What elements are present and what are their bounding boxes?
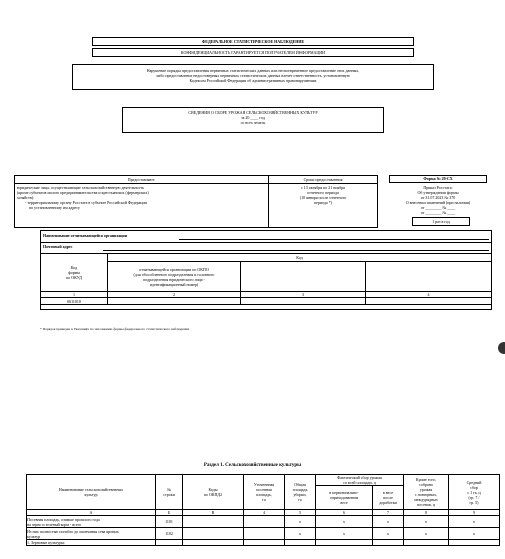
when-line: (10 января после отчетного bbox=[299, 195, 347, 200]
header-line: оприходованном bbox=[329, 495, 359, 500]
col-fact-header bbox=[316, 475, 404, 486]
when-line: с 13 октября по 21 ноября bbox=[301, 185, 345, 190]
header-line: в первоначально- bbox=[329, 490, 359, 495]
row-cell: x bbox=[285, 516, 316, 528]
header-line: площадь, bbox=[256, 492, 272, 497]
row-cell bbox=[244, 516, 285, 528]
row-cell bbox=[244, 540, 285, 546]
header-line: весе bbox=[340, 500, 348, 505]
row-number: 1102 bbox=[156, 528, 183, 540]
report-title-box bbox=[122, 107, 384, 133]
okud-line: по ОКУД bbox=[66, 275, 82, 280]
row-cell bbox=[183, 528, 244, 540]
frequency-text: 1 раз в год bbox=[432, 219, 450, 224]
col-after-header bbox=[373, 486, 404, 510]
col-number: 1 bbox=[41, 292, 108, 298]
row-name: 1. Зерновые культуры: bbox=[27, 540, 156, 546]
col-area-header bbox=[244, 475, 285, 510]
who-header: Предоставляют: bbox=[15, 176, 269, 184]
col-number: 4 bbox=[366, 292, 492, 298]
header-line: Общая bbox=[294, 482, 306, 487]
order-line: от ________ № ____ bbox=[420, 210, 456, 215]
code-value bbox=[241, 298, 366, 305]
row-cell bbox=[156, 540, 183, 546]
col-letter: А bbox=[27, 510, 156, 516]
order-line: Приказ Росстата: bbox=[423, 185, 453, 190]
col-letter: Б bbox=[156, 510, 183, 516]
header-line: площадь bbox=[292, 487, 308, 492]
order-line: от 31.07.2023 № 370 bbox=[420, 195, 456, 200]
header-line: № bbox=[167, 487, 171, 492]
address-label: Почтовый адрес bbox=[43, 244, 73, 249]
crops-table bbox=[26, 474, 500, 546]
header-line: Средний bbox=[466, 479, 482, 485]
row-name-line: Из них полностью погибло до окончания сева яровых bbox=[27, 528, 119, 534]
header-line: Коды bbox=[208, 487, 218, 492]
header-line: посевов, ц bbox=[417, 502, 435, 507]
header-line: с 1 га, ц bbox=[467, 489, 481, 495]
report-scope: со всех земель bbox=[240, 120, 266, 125]
header-line: Фактический сбор урожая bbox=[337, 475, 382, 480]
who-line: (кроме субъектов малого предпринимательства и крестьянских (фермерских) bbox=[17, 190, 149, 195]
who-cell bbox=[15, 184, 269, 228]
col-repeat-header bbox=[404, 475, 449, 510]
row-cell: x bbox=[373, 528, 404, 540]
who-line: - территориальному органу Росстата в субъекте Российской Федерации bbox=[25, 200, 147, 205]
row-cell bbox=[183, 516, 244, 528]
header-line: Наименование сельскохозяйственных bbox=[58, 487, 124, 492]
okpo-value bbox=[108, 298, 241, 305]
okud-value: 0611010 bbox=[41, 298, 108, 305]
col-letter: 8 bbox=[404, 510, 449, 516]
row-name bbox=[27, 516, 156, 528]
org-name-line bbox=[179, 239, 489, 240]
header-line: по ОКПД2 bbox=[203, 492, 223, 497]
row-cell bbox=[316, 540, 373, 546]
row-cell bbox=[449, 540, 500, 546]
col-row-header bbox=[156, 475, 183, 510]
row-cell bbox=[183, 540, 244, 546]
warning-line: Кодексом Российской Федерации об административных правонарушениях bbox=[189, 78, 317, 83]
table-row bbox=[27, 540, 500, 546]
row-cell: x bbox=[404, 528, 449, 540]
row-cell: x bbox=[373, 516, 404, 528]
header-line: га bbox=[298, 497, 302, 502]
header-line: Уточненная bbox=[253, 482, 275, 487]
form-number-text: Форма № 29-СХ bbox=[423, 176, 453, 181]
submission-table bbox=[14, 175, 378, 228]
order-line: О внесении изменений (при наличии) bbox=[405, 200, 471, 205]
row-cell bbox=[285, 540, 316, 546]
row-cell bbox=[373, 540, 404, 546]
row-name bbox=[27, 528, 156, 540]
header-line: после bbox=[383, 495, 393, 500]
who-line: юридические лица, осуществляющие сельскохозяйственную деятельность bbox=[17, 185, 145, 190]
scroll-handle-icon[interactable] bbox=[498, 342, 505, 354]
col-letter: 5 bbox=[285, 510, 316, 516]
report-title: СВЕДЕНИЯ О СБОРЕ УРОЖАЯ СЕЛЬСКОХОЗЯЙСТВЕННЫХ КУЛЬТУР bbox=[188, 110, 318, 115]
form-number bbox=[389, 175, 487, 183]
header-line: гр. 5) bbox=[469, 499, 479, 505]
frequency-box bbox=[412, 217, 470, 226]
header-line: междурядных bbox=[414, 497, 438, 502]
okpo-line: идентификационный номер) bbox=[149, 281, 199, 287]
form-order bbox=[384, 185, 492, 215]
okpo-line: подразделения юридического лица - bbox=[143, 276, 205, 282]
code-header: Код bbox=[108, 254, 492, 262]
report-year: за 20 ____ год bbox=[241, 115, 265, 120]
header-line: в весе bbox=[382, 490, 394, 495]
warning-line: либо предоставление недостоверных первичных статистических данных влечет ответственность, установленную bbox=[156, 73, 350, 78]
okpo-header bbox=[108, 262, 241, 292]
okud-line: Код bbox=[70, 265, 78, 270]
col-letter: 7 bbox=[373, 510, 404, 516]
okpo-line: отчитывающейся организации по ОКПО bbox=[139, 266, 209, 272]
col-init-header bbox=[316, 486, 373, 510]
col-avg-header bbox=[449, 475, 500, 510]
confidentiality-text: КОНФИДЕНЦИАЛЬНОСТЬ ГАРАНТИРУЕТСЯ ПОЛУЧАТЕЛЕМ ИНФОРМАЦИИ bbox=[180, 50, 326, 55]
form-info bbox=[384, 175, 492, 226]
okpo-line: (для обособленного подразделения и головного bbox=[133, 271, 215, 277]
when-line: периода *) bbox=[313, 200, 333, 205]
confidentiality-banner bbox=[92, 48, 414, 57]
when-cell bbox=[269, 184, 378, 228]
row-name-line: культур bbox=[27, 533, 41, 539]
divider bbox=[41, 242, 491, 243]
form-title bbox=[92, 37, 414, 46]
row-cell bbox=[244, 528, 285, 540]
col-letter: В bbox=[183, 510, 244, 516]
when-line: отчетного периода bbox=[307, 190, 339, 195]
row-cell: x bbox=[316, 516, 373, 528]
code-value bbox=[366, 298, 492, 305]
col-name-header bbox=[27, 475, 156, 510]
legal-warning bbox=[72, 64, 434, 90]
org-name-label: Наименование отчитывающейся организации bbox=[43, 233, 128, 238]
col-number: 2 bbox=[108, 292, 241, 298]
row-cell: x bbox=[285, 528, 316, 540]
footnote: * Порядок приведен в Указаниях по заполнению формы федерального статистического наблюдения bbox=[40, 327, 189, 331]
row-cell: x bbox=[316, 528, 373, 540]
header-line: доработки bbox=[379, 500, 397, 505]
header-line: со всей площади, ц bbox=[343, 480, 376, 485]
order-line: Об утверждении формы bbox=[417, 190, 459, 195]
who-line: хозяйств): bbox=[17, 195, 35, 200]
col-number: 3 bbox=[241, 292, 366, 298]
row-name-line: на зерно и зеленый корм - всего bbox=[27, 521, 82, 527]
warning-line: Нарушение порядка предоставления первичных статистических данных или несвоевременное предоставление этих данных, bbox=[146, 68, 360, 73]
header-line: Кроме того, bbox=[415, 477, 437, 482]
header-line: урожая bbox=[419, 487, 433, 492]
header-line: с повторных, bbox=[414, 492, 438, 497]
row-number: 1101 bbox=[156, 516, 183, 528]
col-letter: 4 bbox=[244, 510, 285, 516]
col-letter: 6 bbox=[316, 510, 373, 516]
row-cell: x bbox=[449, 516, 500, 528]
code-table bbox=[40, 253, 492, 305]
okud-header bbox=[41, 254, 108, 292]
okud-line: формы bbox=[68, 270, 80, 275]
row-cell: x bbox=[404, 516, 449, 528]
header-line: собрано bbox=[419, 482, 433, 487]
header-line: сбор bbox=[470, 484, 478, 490]
when-header: Сроки предоставления bbox=[269, 176, 378, 184]
col-letter: 9 bbox=[449, 510, 500, 516]
row-cell bbox=[404, 540, 449, 546]
col-harvest-header bbox=[285, 475, 316, 510]
order-line: от ________ № ____ bbox=[420, 205, 456, 210]
org-block bbox=[40, 230, 492, 310]
address-line bbox=[103, 250, 489, 251]
header-line: (гр. 7 / bbox=[468, 494, 480, 500]
header-line: строки bbox=[163, 492, 175, 497]
who-line: по установленному им адресу bbox=[29, 205, 81, 210]
col-okpd-header bbox=[183, 475, 244, 510]
section-title: Раздел 1. Сельскохозяйственные культуры bbox=[203, 463, 302, 468]
row-cell: x bbox=[449, 528, 500, 540]
header-line: культур bbox=[84, 492, 98, 497]
code-col-3 bbox=[241, 262, 366, 292]
form-title-text: ФЕДЕРАЛЬНОЕ СТАТИСТИЧЕСКОЕ НАБЛЮДЕНИЕ bbox=[201, 39, 305, 44]
code-col-4 bbox=[366, 262, 492, 292]
table-row bbox=[27, 528, 500, 540]
row-name-line: Посевная площадь, озимые прошлого года bbox=[27, 516, 100, 522]
header-line: посевная bbox=[256, 487, 272, 492]
header-line: уборки, bbox=[293, 492, 307, 497]
table-row bbox=[27, 516, 500, 528]
header-line: га bbox=[262, 497, 266, 502]
